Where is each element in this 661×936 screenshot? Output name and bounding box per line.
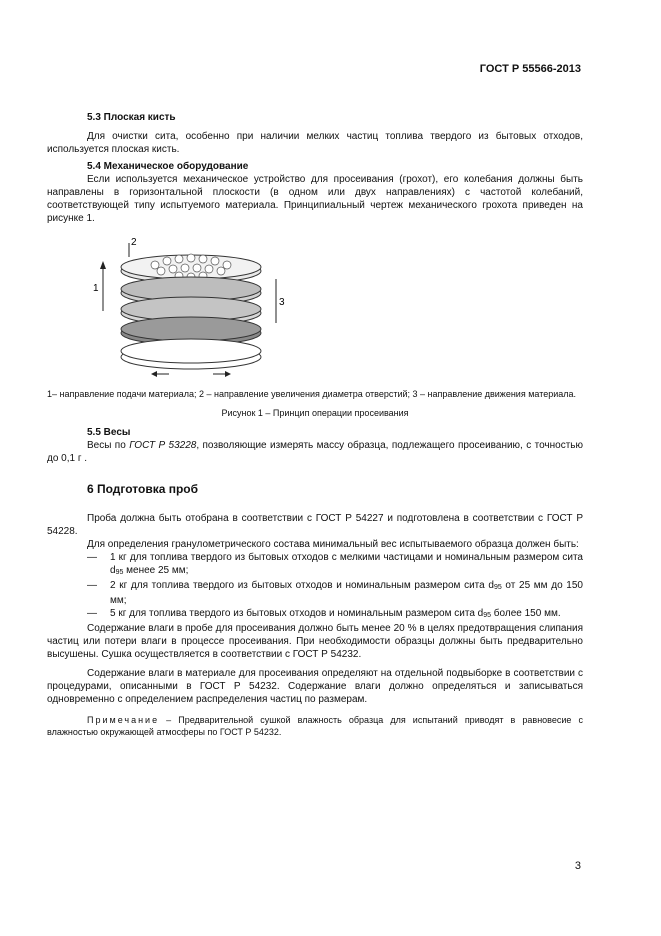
page-content [47, 111, 583, 747]
section-6-paragraph-1: Проба должна быть отобрана в соответствии с ГОСТ Р 54227 и подготовлена в соответствии с ГОСТ Р 54228. [47, 513, 583, 537]
list-dash: — [87, 552, 97, 563]
note-label: Примечание [87, 715, 160, 725]
list-item-text: 2 кг для топлива твердого из бытовых отходов и номинальным размером сита d [110, 580, 494, 591]
section-6-paragraph-3: Содержание влаги в пробе для просеивания должно быть менее 20 % в целях предотвращения слипания частиц или потери влаги в процессе просеивания. При необходимости образцы должны быть предварительно высушены. Сушка осуществляется в соответствии с ГОСТ Р 54232. [47, 623, 583, 660]
section-6-note [47, 714, 583, 738]
list-item-text: 5 кг для топлива твердого из бытовых отходов и номинальным размером сита d [110, 608, 484, 619]
section-5-5-text [47, 439, 583, 465]
label-3: 3 [279, 297, 285, 308]
section-5-3-text: Для очистки сита, особенно при наличии мелких частиц топлива твердого из бытовых отходов, используется плоская кисть. [47, 131, 583, 155]
list-item-text-end: менее 25 мм; [123, 565, 189, 576]
sieve-stack-drawing [95, 231, 295, 381]
section-5-5-title: 5.5 Весы [87, 427, 131, 438]
page-number: 3 [574, 860, 581, 872]
list-item-text-end: от 25 мм до 150 мм; [110, 580, 583, 606]
section-6-paragraph-4: Содержание влаги в материале для просеивания определяют на отдельной подвыборке в соответствии с процедурами, описанными в ГОСТ Р 54232. Содержание влаги должно определяться и записываться одновременно с определением распределения частиц по размерам. [47, 668, 583, 705]
list-dash: — [87, 608, 97, 619]
note-text: – Предварительной сушкой влажность образца для испытаний приводят в равновесие с влажностью окружающей атмосферы по ГОСТ Р 54232. [47, 715, 583, 737]
figure-legend: 1– направление подачи материала; 2 – направление увеличения диаметра отверстий; 3 – направление движения материала. [47, 389, 577, 399]
section-5-4-title: 5.4 Механическое оборудование [87, 161, 249, 172]
list-item [47, 551, 583, 579]
section-6-paragraph-2: Для определения гранулометрического состава минимальный вес испытываемого образца должен быть: [87, 539, 579, 550]
section-5-5-text-before: Весы по [87, 440, 130, 451]
sieve-pan-bottom [121, 339, 261, 369]
section-5-4-text: Если используется механическое устройство для просеивания (грохот), его колебания должны быть направлены в горизонтальной плоскости (в одном или двух направлениях) с частотой колебаний, соответствующей типу испытуемого материала. Принципиальный чертеж механического грохота приведен на рисунке 1. [47, 174, 583, 224]
arrow-1-head [100, 261, 106, 269]
list-item [47, 607, 583, 622]
list-item-subscript: 95 [483, 612, 492, 619]
section-6-title: 6 Подготовка проб [87, 482, 199, 496]
list-item [47, 579, 583, 607]
list-item-text-end: более 150 мм. [491, 608, 561, 619]
section-5-5-text-after: , позволяющие измерять массу образца, подлежащего просеиванию, с точностью до 0,1 г . [47, 440, 584, 464]
motion-arrows [151, 371, 231, 377]
figure-caption: Рисунок 1 – Принцип операции просеивания [221, 408, 409, 418]
label-1: 1 [93, 283, 99, 294]
gost-53228-reference: ГОСТ Р 53228 [129, 440, 197, 451]
sample-mass-list [47, 551, 583, 622]
label-2: 2 [131, 237, 137, 248]
section-5-3-title: 5.3 Плоская кисть [87, 112, 176, 123]
list-item-subscript: 95 [493, 584, 502, 591]
document-standard-number: ГОСТ Р 55566-2013 [479, 63, 581, 75]
list-item-text: 1 кг для топлива твердого из бытовых отходов с мелкими частицами и номинальным размером сита d [110, 552, 583, 576]
figure-sieve-diagram [47, 231, 583, 381]
list-dash: — [87, 580, 97, 591]
list-item-subscript: 95 [115, 569, 124, 576]
